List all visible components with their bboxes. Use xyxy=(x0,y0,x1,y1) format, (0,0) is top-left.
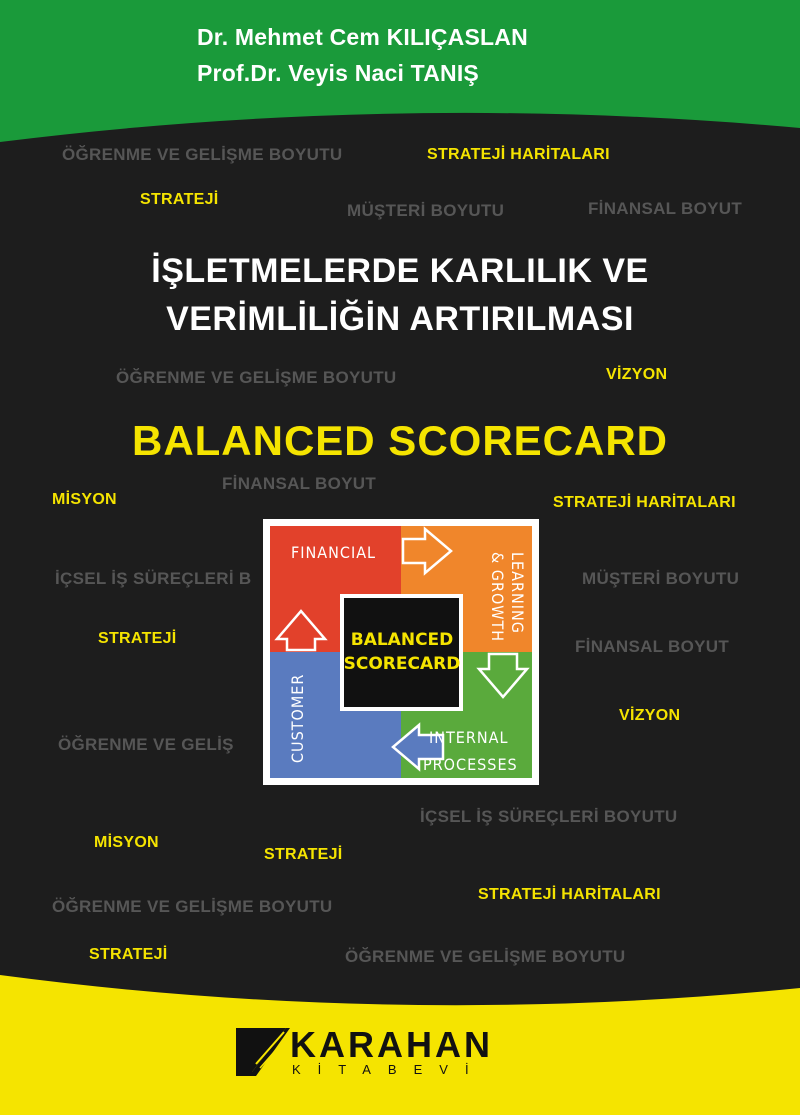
publisher-sub: KİTABEVİ xyxy=(292,1062,486,1077)
bg-word-highlight: VİZYON xyxy=(606,366,668,383)
bg-word: ÖĞRENME VE GELİŞME BOYUTU xyxy=(116,368,397,387)
bg-word: ÖĞRENME VE GELİŞME BOYUTU xyxy=(345,947,626,966)
bg-word: MÜŞTERİ BOYUTU xyxy=(347,201,505,220)
center-label-line-2: SCORECARD xyxy=(343,654,461,674)
bg-word: FİNANSAL BOYUT xyxy=(588,199,743,218)
bg-word: MÜŞTERİ BOYUTU xyxy=(582,569,740,588)
learning-label-line-2: & GROWTH xyxy=(488,552,507,643)
bg-word-highlight: STRATEJİ HARİTALARI xyxy=(478,886,661,903)
author-1: Dr. Mehmet Cem KILIÇASLAN xyxy=(197,24,528,50)
bg-word-highlight: STRATEJİ HARİTALARI xyxy=(427,146,610,163)
bg-word: İÇSEL İŞ SÜREÇLERİ BOYUTU xyxy=(420,807,678,826)
subtitle: BALANCED SCORECARD xyxy=(131,417,668,464)
bg-word-highlight: STRATEJİ xyxy=(98,630,177,647)
bg-word: ÖĞRENME VE GELİŞ xyxy=(58,735,234,754)
bg-word-highlight: MİSYON xyxy=(94,834,159,851)
publisher-name: KARAHAN xyxy=(290,1024,493,1065)
title-line-2: VERİMLİLİĞİN ARTIRILMASI xyxy=(166,300,634,338)
financial-label: FINANCIAL xyxy=(291,543,377,562)
customer-label: CUSTOMER xyxy=(288,673,307,763)
bg-word-highlight: MİSYON xyxy=(52,491,117,508)
bg-word-highlight: STRATEJİ xyxy=(140,191,219,208)
internal-label-line-2: PROCESSES xyxy=(423,755,518,774)
bg-word-highlight: STRATEJİ xyxy=(89,946,168,963)
bg-word: ÖĞRENME VE GELİŞME BOYUTU xyxy=(52,897,333,916)
bg-word: FİNANSAL BOYUT xyxy=(222,474,377,493)
balanced-scorecard-diagram xyxy=(263,519,539,785)
learning-label-line-1: LEARNING xyxy=(508,552,527,634)
bg-word: İÇSEL İŞ SÜREÇLERİ B xyxy=(55,569,252,588)
bg-word: FİNANSAL BOYUT xyxy=(575,637,730,656)
internal-label-line-1: INTERNAL xyxy=(429,728,509,747)
bg-word-highlight: STRATEJİ xyxy=(264,846,343,863)
title-line-1: İŞLETMELERDE KARLILIK VE xyxy=(151,252,649,290)
center-box xyxy=(342,596,461,709)
bg-word: ÖĞRENME VE GELİŞME BOYUTU xyxy=(62,145,343,164)
bg-word-highlight: STRATEJİ HARİTALARI xyxy=(553,494,736,511)
author-2: Prof.Dr. Veyis Naci TANIŞ xyxy=(197,60,479,86)
bg-word-highlight: VİZYON xyxy=(619,707,681,724)
center-label-line-1: BALANCED xyxy=(350,630,454,650)
